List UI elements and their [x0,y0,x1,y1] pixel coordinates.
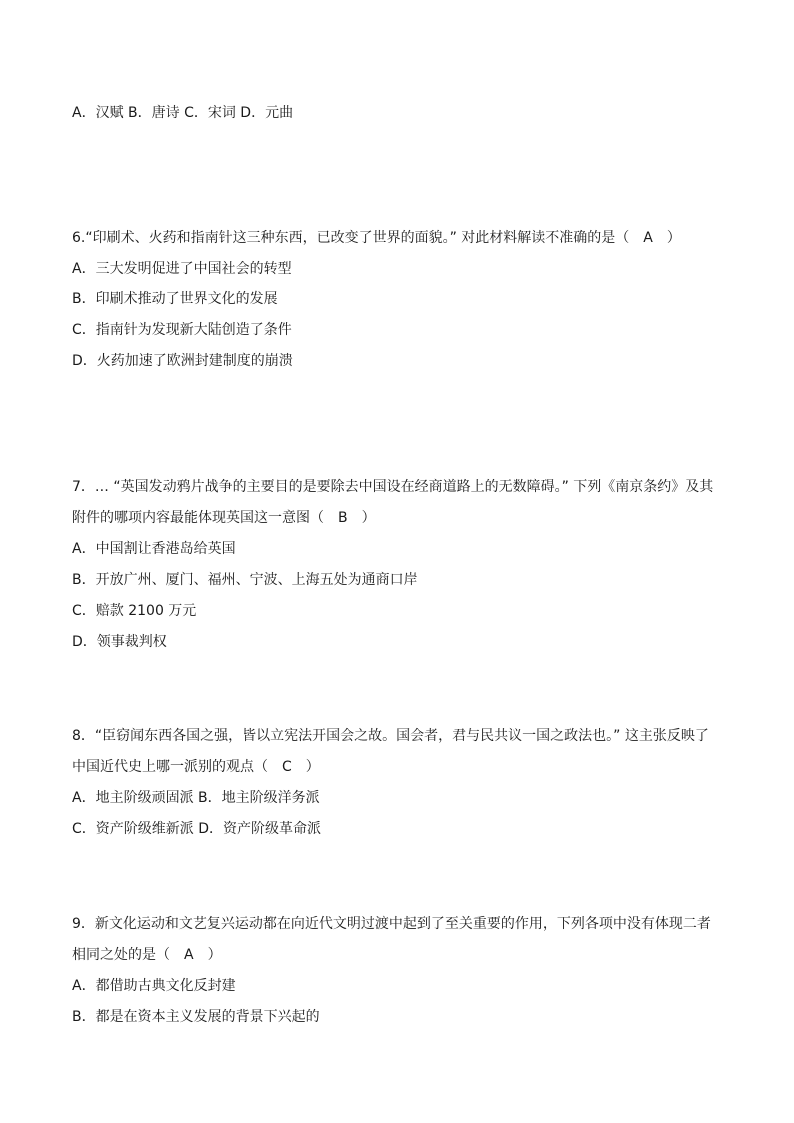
q7-option-d: D．领事裁判权 [72,634,167,650]
q6-option-d: D．火药加速了欧洲封建制度的崩溃 [72,353,293,369]
q9-stem-line1: 9．新文化运动和文艺复兴运动都在向近代文明过渡中起到了至关重要的作用，下列各项中没有体现二者 [72,916,711,932]
q9-option-a: A．都借助古典文化反封建 [72,978,236,994]
q7-option-c: C．赔款 2100 万元 [72,603,197,619]
q7-option-a: A．中国割让香港岛给英国 [72,541,236,557]
q8-stem-line1: 8．“臣窃闻东西各国之强，皆以立宪法开国会之故。国会者，君与民共议一国之政法也。” 这主张反映了 [72,728,709,744]
q9-stem-line2: 相同之处的是（ A ） [72,947,222,963]
q7-option-b: B．开放广州、厦门、福州、宁波、上海五处为通商口岸 [72,572,418,588]
q8-stem-line2: 中国近代史上哪一派别的观点（ C ） [72,759,320,775]
q7-stem-line2: 附件的哪项内容最能体现英国这一意图（ B ） [72,510,376,526]
q5-options: A．汉赋 B．唐诗 C．宋词 D．元曲 [72,105,294,121]
q6-option-b: B．印刷术推动了世界文化的发展 [72,291,278,307]
q9-option-b: B．都是在资本主义发展的背景下兴起的 [72,1009,320,1025]
q7-stem-line1: 7．… “英国发动鸦片战争的主要目的是要除去中国设在经商道路上的无数障碍。” 下列《南京条约》及其 [72,479,714,495]
q6-option-a: A．三大发明促进了中国社会的转型 [72,261,292,277]
q6-stem: 6.“印刷术、火药和指南针这三种东西，已改变了世界的面貌。” 对此材料解读不准确的是（ A ） [72,230,681,246]
q6-option-c: C．指南针为发现新大陆创造了条件 [72,322,292,338]
q8-options-row1: A．地主阶级顽固派 B．地主阶级洋务派 [72,790,320,806]
q8-options-row2: C．资产阶级维新派 D．资产阶级革命派 [72,821,322,837]
